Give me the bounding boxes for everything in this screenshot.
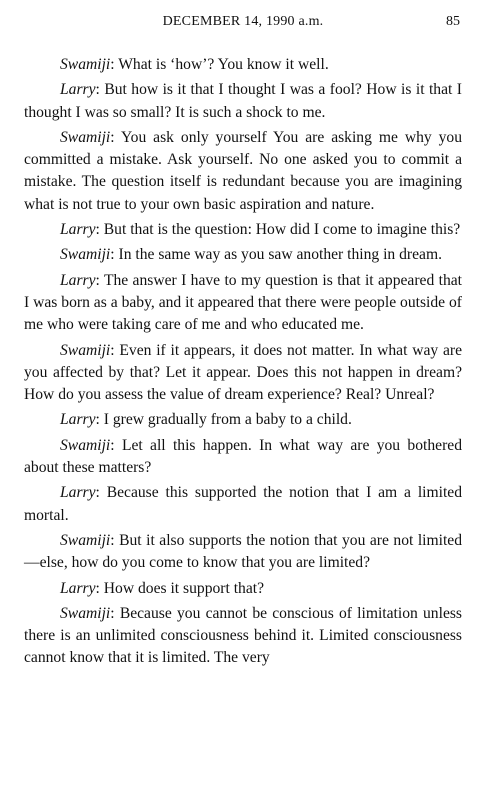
speaker-name: Larry bbox=[60, 271, 96, 289]
dialogue-paragraph bbox=[24, 530, 462, 575]
dialogue-paragraph bbox=[24, 127, 462, 216]
speaker-name: Swamiji bbox=[60, 341, 111, 359]
speaker-name: Swamiji bbox=[60, 56, 111, 73]
speaker-separator: : bbox=[110, 531, 120, 549]
speaker-name: Larry bbox=[60, 81, 96, 99]
dialogue-paragraph bbox=[24, 270, 462, 337]
page-number: 85 bbox=[446, 14, 460, 29]
paragraph-text: But that is the question: How did I come to imagine this? bbox=[103, 221, 461, 239]
dialogue-paragraph bbox=[24, 79, 462, 124]
paragraph-text: Because you cannot be conscious of limitation unless there is an unlimited consciousness behind it. Limited consciousness cannot know that it is limited. The very bbox=[24, 604, 462, 667]
paragraph-text: The answer I have to my question is that it appeared that I was born as a baby, and it appeared that there were people outside of me who were taking care of me and who educated me. bbox=[24, 271, 462, 334]
speaker-separator: : bbox=[95, 579, 104, 597]
speaker-name: Swamiji bbox=[60, 436, 111, 454]
dialogue-paragraph bbox=[24, 244, 462, 266]
dialogue-paragraph bbox=[24, 482, 462, 527]
dialogue-body bbox=[24, 54, 462, 673]
paragraph-text: What is ‘how’? You know it well. bbox=[118, 56, 329, 73]
speaker-separator: : bbox=[95, 484, 107, 502]
speaker-separator: : bbox=[110, 128, 121, 146]
paragraph-text: Because this supported the notion that I am a limited mortal. bbox=[24, 484, 462, 524]
dialogue-paragraph bbox=[24, 578, 462, 600]
speaker-separator: : bbox=[110, 56, 119, 73]
speaker-separator: : bbox=[95, 81, 105, 99]
speaker-name: Swamiji bbox=[60, 604, 111, 622]
paragraph-text: Even if it appears, it does not matter. In what way are you affected by that? Let it appear. Does this not happen in dream? How do you assess the value of dream experience? Real? Unreal? bbox=[24, 341, 462, 404]
speaker-name: Larry bbox=[60, 221, 96, 239]
dialogue-paragraph bbox=[24, 340, 462, 407]
speaker-separator: : bbox=[95, 221, 104, 239]
paragraph-text: Let all this happen. In what way are you bothered about these matters? bbox=[24, 436, 462, 477]
paragraph-text: How does it support that? bbox=[103, 579, 265, 597]
dialogue-paragraph bbox=[24, 54, 462, 76]
paragraph-text: I grew gradually from a baby to a child. bbox=[103, 411, 352, 429]
speaker-separator: : bbox=[110, 341, 120, 359]
running-head bbox=[0, 14, 486, 36]
paragraph-text: In the same way as you saw another thing in dream. bbox=[118, 246, 442, 264]
speaker-name: Larry bbox=[60, 484, 96, 502]
speaker-name: Larry bbox=[60, 579, 96, 597]
speaker-separator: : bbox=[95, 411, 104, 429]
dialogue-paragraph bbox=[24, 219, 462, 241]
paragraph-text: You ask only yourself You are asking me why you committed a mistake. Ask yourself. No one asked you to commit a mistake. The question itself is redundant because you are imagining what is not true to your own basic aspiration and nature. bbox=[24, 128, 462, 213]
speaker-separator: : bbox=[95, 271, 104, 289]
speaker-name: Swamiji bbox=[60, 128, 111, 146]
speaker-name: Swamiji bbox=[60, 531, 111, 549]
paragraph-text: But how is it that I thought I was a fool? How is it that I thought I was so small? It is such a shock to me. bbox=[24, 81, 462, 121]
speaker-name: Swamiji bbox=[60, 246, 111, 264]
speaker-separator: : bbox=[110, 246, 119, 264]
dialogue-paragraph bbox=[24, 435, 462, 480]
dialogue-paragraph bbox=[24, 603, 462, 670]
dialogue-paragraph bbox=[24, 409, 462, 431]
running-title: DECEMBER 14, 1990 a.m. bbox=[162, 14, 324, 29]
paragraph-text: But it also supports the notion that you are not limited—else, how do you come to know that you are limited? bbox=[24, 531, 462, 572]
speaker-separator: : bbox=[110, 604, 120, 622]
speaker-name: Larry bbox=[60, 411, 96, 429]
speaker-separator: : bbox=[110, 436, 122, 454]
